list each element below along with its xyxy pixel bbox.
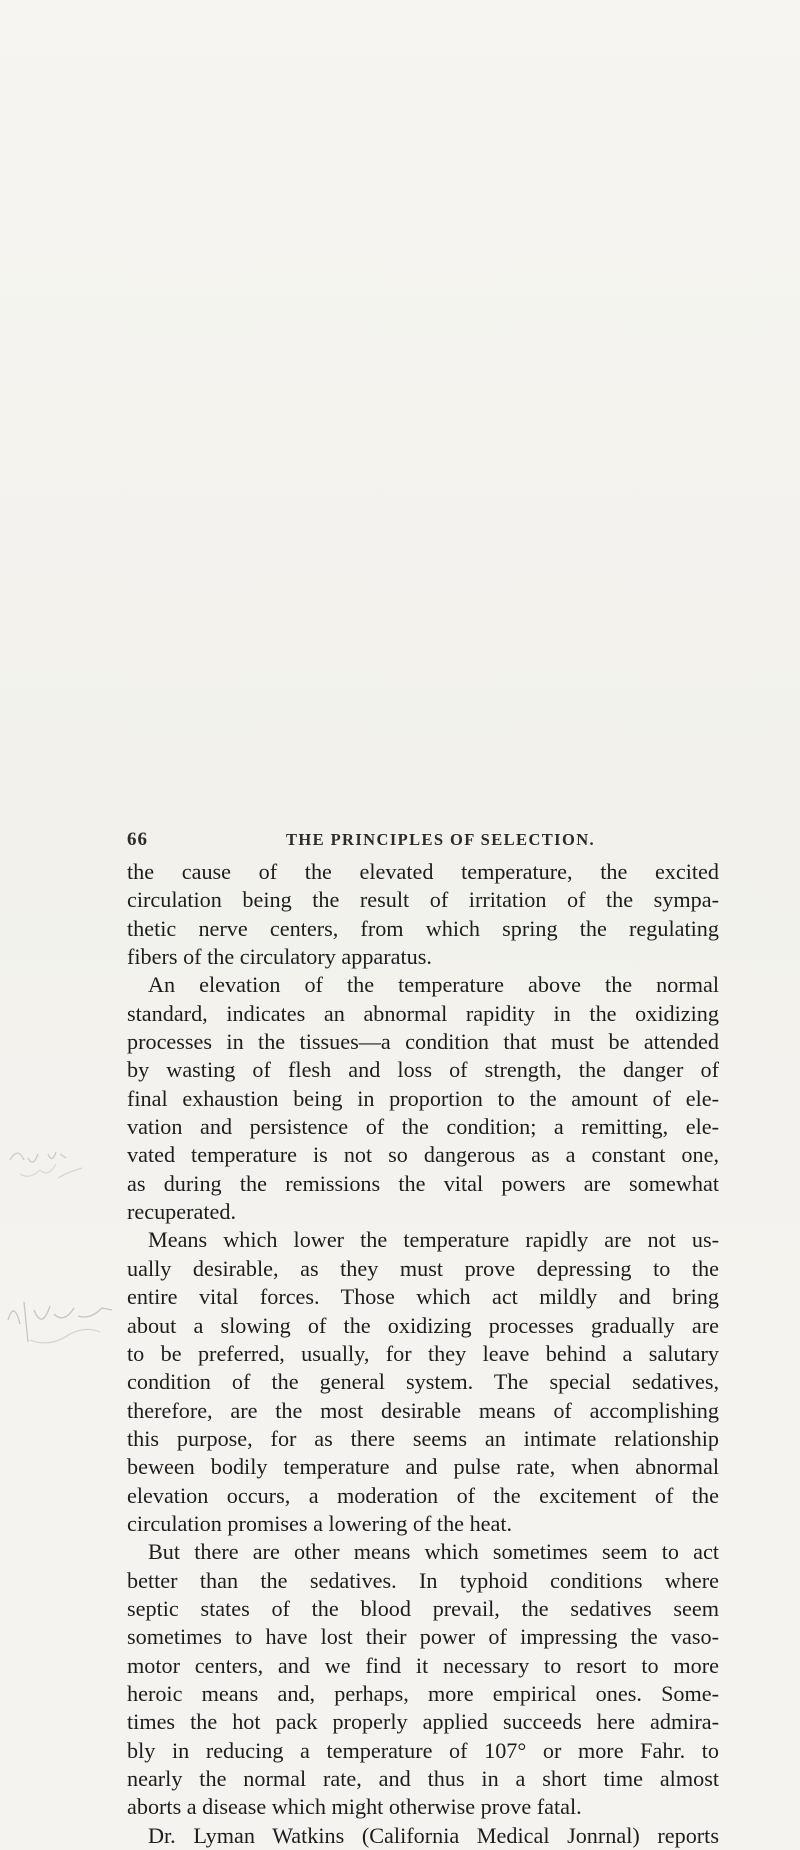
text-line: standard, indicates an abnormal rapidity in the oxidizing xyxy=(127,1000,719,1026)
text-line: An elevation of the temperature above the normal xyxy=(148,972,719,998)
paragraph xyxy=(127,1226,719,1538)
paragraph xyxy=(127,1822,719,1850)
text-line: aborts a disease which might otherwise prove fatal. xyxy=(127,1794,582,1820)
text-line: as during the remissions the vital powers are somewhat xyxy=(127,1170,719,1196)
text-line: heroic means and, perhaps, more empirical ones. Some- xyxy=(127,1680,719,1706)
text-line: elevation occurs, a moderation of the excitement of the xyxy=(127,1482,719,1508)
text-line: about a slowing of the oxidizing processes gradually are xyxy=(127,1312,719,1338)
paragraph xyxy=(127,858,719,971)
text-line: Dr. Lyman Watkins (California Medical Jonrnal) reports xyxy=(148,1822,719,1848)
text-line: recuperated. xyxy=(127,1199,237,1225)
text-line: vation and persistence of the condition; a remitting, ele- xyxy=(127,1114,719,1140)
page-number: 66 xyxy=(127,829,148,850)
running-title: THE PRINCIPLES OF SELECTION. xyxy=(286,830,596,849)
text-line: ually desirable, as they must prove depressing to the xyxy=(127,1255,719,1281)
paragraph xyxy=(127,1538,719,1821)
bleed-through-mark xyxy=(0,1290,130,1400)
text-line: vated temperature is not so dangerous as a constant one, xyxy=(127,1142,719,1168)
text-line: bly in reducing a temperature of 107° or more Fahr. to xyxy=(127,1737,719,1763)
text-line: entire vital forces. Those which act mildly and bring xyxy=(127,1284,719,1310)
text-line: fibers of the circulatory apparatus. xyxy=(127,944,432,970)
text-line: thetic nerve centers, from which spring the regulating xyxy=(127,915,719,941)
text-line: beween bodily temperature and pulse rate, when abnormal xyxy=(127,1454,719,1480)
paragraph xyxy=(127,971,719,1226)
body-text xyxy=(127,858,719,1850)
text-line: the cause of the elevated temperature, the excited xyxy=(127,859,719,884)
text-line: condition of the general system. The special sedatives, xyxy=(127,1369,719,1395)
text-line: circulation promises a lowering of the heat. xyxy=(127,1510,513,1536)
text-line: final exhaustion being in proportion to the amount of ele- xyxy=(127,1085,719,1111)
text-line: to be preferred, usually, for they leave behind a salutary xyxy=(127,1340,719,1366)
text-line: sometimes to have lost their power of impressing the vaso- xyxy=(127,1624,719,1650)
text-line: by wasting of flesh and loss of strength, the danger of xyxy=(127,1057,719,1083)
text-line: better than the sedatives. In typhoid conditions where xyxy=(127,1567,719,1593)
text-line: motor centers, and we find it necessary to resort to more xyxy=(127,1652,719,1678)
text-line: But there are other means which sometimes seem to act xyxy=(148,1539,719,1565)
text-line: times the hot pack properly applied succeeds here admira- xyxy=(127,1709,719,1735)
bleed-through-mark xyxy=(0,1130,110,1260)
text-line: this purpose, for as there seems an intimate relationship xyxy=(127,1425,719,1451)
text-line: septic states of the blood prevail, the sedatives seem xyxy=(127,1595,719,1621)
text-line: nearly the normal rate, and thus in a short time almost xyxy=(127,1766,719,1791)
text-line: circulation being the result of irritation of the sympa- xyxy=(127,887,719,913)
text-line: therefore, are the most desirable means of accomplishing xyxy=(127,1397,719,1423)
text-line: Means which lower the temperature rapidly are not us- xyxy=(148,1227,719,1253)
text-line: processes in the tissues—a condition that must be attended xyxy=(127,1029,719,1055)
